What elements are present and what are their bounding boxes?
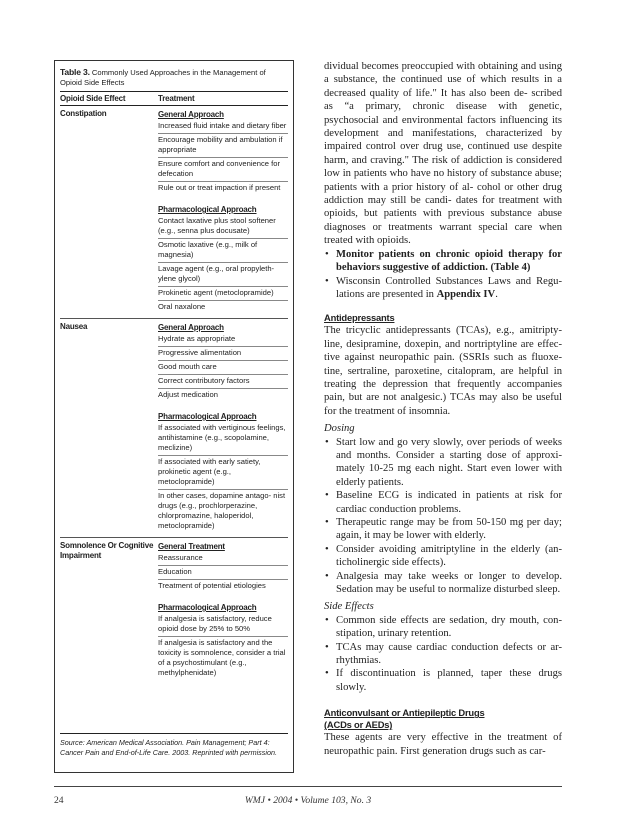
side-effect-group [60, 322, 288, 533]
bullet-wisconsin-text: Wisconsin Controlled Substances Laws and Regu- lations are presented in [336, 275, 562, 300]
bullet-monitor-text: Monitor patients on chronic opioid therapy for behaviors suggestive of addiction. (Table 4) [336, 248, 562, 274]
table-3 [54, 60, 294, 773]
treatment-cell [158, 109, 288, 314]
intro-paragraph: dividual becomes preoccupied with obtaining and using a substance, the continued use of which results in a decreased quality of life." It has also been de- scribed as “a primary, chronic disease with genetic, psychosocial and environmental factors influencing its development and manifestations, characterized by impaired control over drug use, continued use despite harm, and craving." The risk of addiction is considered low in patients who have no history of substance abuse; patients with a prior history of al- cohol or other drug addiction may still be candi- dates for treatment with opioids, but patients with previous substance abuse diagnoses or treatments warrant special care when treated with opioids. [324, 61, 562, 247]
side-effect-group [60, 541, 288, 680]
treatment-item: Treatment of potential etiologies [158, 581, 266, 590]
treatment-item: If associated with vertiginous feelings, antihistamine (e.g., scopolamine, meclizine) [158, 422, 288, 456]
table-number: Table 3. [60, 67, 90, 77]
treatment-item: Reassurance [158, 552, 288, 566]
treatment-item: Lavage agent (e.g., oral propyleth- ylene glycol) [158, 263, 288, 287]
side-effect-name: Somnolence Or Cognitive Impairment [60, 541, 154, 560]
treatment-item: Ensure comfort and convenience for defecation [158, 158, 288, 182]
anticonvulsant-heading-line1: Anticonvulsant or Antiepileptic Drugs [324, 707, 485, 719]
bullet-wisconsin [324, 275, 562, 302]
table-title [60, 67, 288, 88]
side-effect-name: Constipation [60, 109, 107, 118]
dosing-bullet: • Therapeutic range may be from 50-150 mg per day; again, it may be lower with elderly. [324, 516, 562, 543]
treatment-item: Correct contributory factors [158, 375, 288, 389]
table-caption: Commonly Used Approaches in the Management of Opioid Side Effects [60, 68, 266, 87]
group-divider [60, 318, 288, 319]
side-effects-list [324, 614, 562, 694]
dosing-bullet: • Analgesia may take weeks or longer to develop. Sedation may be useful to normalize disturbed sleep. [324, 570, 562, 597]
side-effect-bullet: • Common side effects are sedation, dry mouth, con- stipation, urinary retention. [324, 614, 562, 641]
approach-heading: General Approach [158, 110, 224, 119]
treatment-item: Oral naxalone [158, 302, 206, 311]
dosing-bullet: • Start low and go very slowly, over periods of weeks and months. Consider a starting dose of approxi- mately 10-25 mg each night. Start even lower with elderly patients. [324, 436, 562, 490]
treatment-item: Prokinetic agent (metoclopramide) [158, 287, 288, 301]
side-effect-bullet: • If discontinuation is planned, taper these drugs slowly. [324, 667, 562, 694]
treatment-item: Osmotic laxative (e.g., milk of magnesia) [158, 239, 288, 263]
approach-list [158, 422, 288, 533]
approach-list [158, 552, 288, 593]
antidepressants-heading: Antidepressants [324, 312, 395, 324]
side-effect-bullet: • TCAs may cause cardiac conduction defects or ar- rhythmias. [324, 641, 562, 668]
page-number: 24 [54, 795, 64, 806]
col-header-effect: Opioid Side Effect [60, 94, 126, 103]
approach-heading: General Treatment [158, 542, 225, 551]
side-effect-group [60, 109, 288, 314]
treatment-item: If analgesia is satisfactory and the toxicity is somnolence, consider a trial of a psychostimulant (e.g., methylphenidate) [158, 638, 286, 677]
page-footer [54, 786, 562, 806]
article-column [324, 60, 562, 780]
side-effects-heading: Side Effects [324, 601, 374, 613]
anticonvulsant-paragraph: These agents are very effective in the treatment of neuropathic pain. First generation drugs such as car- [324, 732, 562, 757]
treatment-item: Rule out or treat impaction if present [158, 183, 281, 192]
treatment-item: In other cases, dopamine antago- nist drugs (e.g., prochlorperazine, chlorpromazine, haloperidol, metoclopramide) [158, 491, 286, 530]
treatment-item: Progressive alimentation [158, 347, 288, 361]
bullet-monitor [324, 248, 562, 275]
dosing-bullet: • Consider avoiding amitriptyline in the elderly (an- ticholinergic side effects). [324, 543, 562, 570]
table-body [60, 109, 288, 680]
approach-heading: Pharmacological Approach [158, 603, 257, 612]
treatment-item: If analgesia is satisfactory, reduce opioid dose by 25% to 50% [158, 613, 288, 637]
treatment-item: If associated with early satiety, prokinetic agent (e.g., metoclopramide) [158, 456, 288, 490]
antidepressants-paragraph: The tricyclic antidepressants (TCAs), e.g., amitripty- line, desipramine, doxepin, and nortriptyline are effec- tive against neuropathic pain. (SSRIs such as fluoxe- tine, sertraline, paroxetine, citalopram, are helpful in treating the depression that frequently accompanies pain, but are not analgesic.) TCAs may also be useful for the treatment of insomnia. [324, 325, 562, 417]
approach-list [158, 215, 288, 314]
side-effect-name: Nausea [60, 322, 88, 331]
dosing-bullet: • Baseline ECG is indicated in patients at risk for cardiac conduction problems. [324, 489, 562, 516]
group-divider [60, 537, 288, 538]
dosing-list [324, 436, 562, 597]
bullet-wisconsin-tail: . [495, 288, 498, 300]
journal-citation: WMJ • 2004 • Volume 103, No. 3 [244, 795, 372, 806]
treatment-cell [158, 541, 288, 680]
treatment-cell [158, 322, 288, 533]
approach-list [158, 613, 288, 680]
table-source-note: Source: American Medical Association. Pain Management; Part 4: Cancer Pain and End-of-Life Care. 2003. Reprinted with permission. [60, 733, 288, 758]
appendix-reference: Appendix IV [436, 288, 496, 300]
approach-heading: General Approach [158, 323, 224, 332]
treatment-item: Adjust medication [158, 390, 218, 399]
approach-list [158, 120, 288, 195]
treatment-item: Hydrate as appropriate [158, 333, 288, 347]
treatment-item: Increased fluid intake and dietary fiber [158, 120, 288, 134]
dosing-heading: Dosing [324, 423, 355, 435]
treatment-item: Contact laxative plus stool softener (e.g., senna plus docusate) [158, 215, 288, 239]
approach-heading: Pharmacological Approach [158, 412, 257, 421]
col-header-treatment: Treatment [158, 94, 195, 103]
treatment-item: Encourage mobility and ambulation if appropriate [158, 134, 288, 158]
treatment-item: Good mouth care [158, 361, 288, 375]
approach-list [158, 333, 288, 402]
approach-heading: Pharmacological Approach [158, 205, 257, 214]
treatment-item: Education [158, 566, 288, 580]
anticonvulsant-heading-line2: (ACDs or AEDs) [324, 719, 393, 731]
anticonvulsant-heading [324, 707, 562, 731]
table-header-row [60, 91, 288, 106]
